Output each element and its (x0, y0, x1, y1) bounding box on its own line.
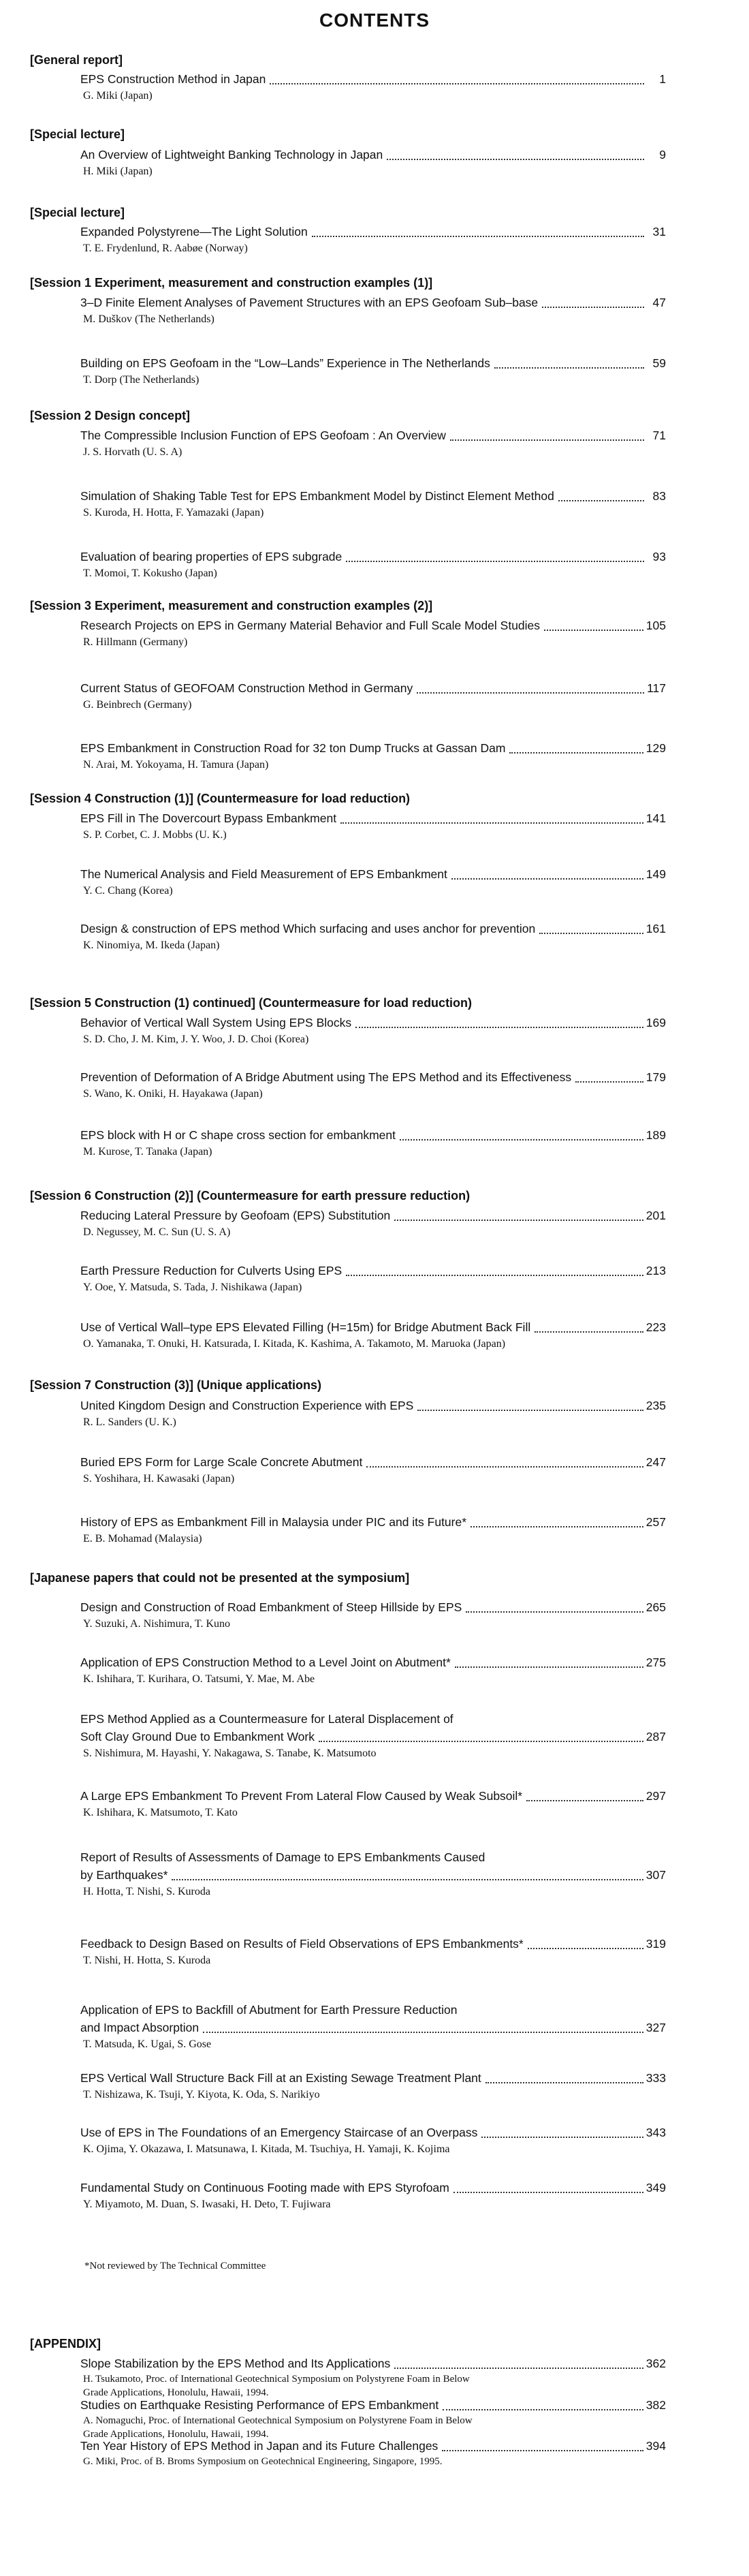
entry-title: Use of EPS in The Foundations of an Emergency Staircase of an Overpass (80, 2126, 478, 2139)
toc-entry[interactable] (80, 1397, 666, 1431)
section-heading: [Special lecture] (30, 206, 125, 219)
entry-title: Current Status of GEOFOAM Construction Method in Germany (80, 681, 413, 695)
entry-authors: S. Wano, K. Oniki, H. Hayakawa (Japan) (83, 1088, 263, 1100)
dot-leader (575, 1081, 643, 1083)
dot-leader (544, 630, 643, 631)
entry-title: United Kingdom Design and Construction Experience with EPS (80, 1399, 414, 1412)
entry-title: EPS block with H or C shape cross section for embankment (80, 1128, 396, 1142)
entry-authors: G. Miki, Proc. of B. Broms Symposium on Geotechnical Engineering, Singapore, 1995. (83, 2456, 443, 2467)
entry-authors: T. Momoi, T. Kokusho (Japan) (83, 568, 217, 579)
footnote: *Not reviewed by The Technical Committee (84, 2261, 266, 2271)
dot-leader (394, 2368, 643, 2369)
toc-entry[interactable] (80, 1513, 666, 1547)
dot-leader (466, 1611, 643, 1613)
entry-title: 3–D Finite Element Analyses of Pavement Structures with an EPS Geofoam Sub–base (80, 296, 539, 309)
page-number: 362 (646, 2357, 666, 2370)
dot-leader (526, 1800, 643, 1801)
entry-authors: J. S. Horvath (U. S. A) (83, 446, 182, 458)
entry-title: EPS Construction Method in Japan (80, 72, 266, 86)
page-number: 319 (646, 1937, 666, 1951)
toc-entry[interactable] (80, 739, 666, 773)
entry-title: EPS Fill in The Dovercourt Bypass Embankment (80, 811, 337, 825)
toc-entry[interactable] (80, 1935, 666, 1969)
toc-entry[interactable] (80, 2001, 666, 2053)
dot-leader (528, 1948, 643, 1949)
dot-leader (417, 1410, 643, 1411)
page-number: 83 (652, 489, 666, 503)
entry-title: Use of Vertical Wall–type EPS Elevated Filling (H=15m) for Bridge Abutment Back Fill (80, 1320, 531, 1334)
entry-authors: E. B. Mohamad (Malaysia) (83, 1533, 202, 1545)
entry-title: Buried EPS Form for Large Scale Concrete Abutment (80, 1455, 363, 1469)
toc-entry[interactable] (80, 1014, 666, 1048)
dot-leader (443, 2409, 643, 2410)
toc-entry[interactable] (80, 920, 666, 954)
toc-entry[interactable] (80, 2069, 666, 2103)
dot-leader (471, 1526, 643, 1527)
toc-entry[interactable] (80, 2396, 666, 2441)
entry-title: Fundamental Study on Continuous Footing made with EPS Styrofoam (80, 2181, 449, 2194)
dot-leader (535, 1331, 643, 1333)
entry-authors: G. Beinbrech (Germany) (83, 699, 192, 711)
entry-title: Soft Clay Ground Due to Embankment Work (80, 1730, 315, 1743)
entry-authors: H. Miki (Japan) (83, 166, 153, 177)
page-number: 265 (646, 1600, 666, 1614)
toc-entry[interactable] (80, 294, 666, 328)
toc-entry[interactable] (80, 1654, 666, 1688)
entry-title: and Impact Absorption (80, 2021, 200, 2034)
page-number: 213 (646, 1264, 666, 1277)
toc-entry[interactable] (80, 354, 666, 388)
entry-authors: Y. Miyamoto, M. Duan, S. Iwasaki, H. Deto, T. Fujiwara (83, 2199, 331, 2210)
entry-title: Studies on Earthquake Resisting Performance of EPS Embankment (80, 2398, 439, 2412)
page-number: 327 (646, 2021, 666, 2034)
page-number: 161 (646, 922, 666, 935)
dot-leader (453, 2192, 643, 2193)
entry-authors: H. Hotta, T. Nishi, S. Kuroda (83, 1886, 210, 1897)
dot-leader (485, 2082, 643, 2083)
page-number: 275 (646, 1656, 666, 1669)
dot-leader (346, 561, 644, 562)
dot-leader (450, 439, 644, 441)
page-number: 149 (646, 867, 666, 881)
entry-authors: T. Nishi, H. Hotta, S. Kuroda (83, 1955, 211, 1966)
entry-authors: R. Hillmann (Germany) (83, 636, 188, 648)
entry-authors: S. D. Cho, J. M. Kim, J. Y. Woo, J. D. Choi (Korea) (83, 1034, 309, 1045)
section-heading: [Session 5 Construction (1) continued] (Countermeasure for load reduction) (30, 996, 473, 1010)
entry-title: History of EPS as Embankment Fill in Malaysia under PIC and its Future* (80, 1515, 467, 1529)
entry-title: The Compressible Inclusion Function of EPS Geofoam : An Overview (80, 429, 446, 442)
dot-leader (558, 500, 644, 501)
page-number: 349 (646, 2181, 666, 2194)
entry-title: Application of EPS Construction Method to a Level Joint on Abutment* (80, 1656, 451, 1669)
entry-authors: R. L. Sanders (U. K.) (83, 1416, 176, 1428)
entry-title: EPS Method Applied as a Countermeasure for Lateral Displacement of (80, 1712, 453, 1726)
entry-authors: M. Duškov (The Netherlands) (83, 313, 214, 325)
dot-leader (451, 878, 643, 880)
page-number: 179 (646, 1070, 666, 1084)
toc-entry[interactable] (80, 1787, 666, 1821)
toc-entry[interactable] (80, 865, 666, 899)
section-heading: [Session 7 Construction (3)] (Unique applications) (30, 1378, 322, 1392)
dot-leader (539, 933, 643, 934)
toc-entry[interactable] (80, 2355, 666, 2400)
toc-entry[interactable] (80, 1710, 666, 1762)
page-number: 223 (646, 1320, 666, 1334)
page-number: 333 (646, 2071, 666, 2085)
page-number: 394 (646, 2439, 666, 2453)
entry-title: Behavior of Vertical Wall System Using EPS Blocks (80, 1016, 352, 1029)
entry-authors: S. Nishimura, M. Hayashi, Y. Nakagawa, S. Tanabe, K. Matsumoto (83, 1748, 377, 1759)
entry-title: Feedback to Design Based on Results of Field Observations of EPS Embankments* (80, 1937, 524, 1951)
section-heading: [APPENDIX] (30, 2337, 101, 2350)
section-heading: [Japanese papers that could not be presented at the symposium] (30, 1571, 410, 1585)
toc-entry[interactable] (80, 146, 666, 180)
page-number: 1 (659, 72, 666, 86)
dot-leader (319, 1741, 643, 1742)
entry-authors: K. Ishihara, K. Matsumoto, T. Kato (83, 1807, 238, 1818)
entry-authors: S. P. Corbet, C. J. Mobbs (U. K.) (83, 829, 227, 841)
toc-entry[interactable] (80, 487, 666, 521)
toc-entry[interactable] (80, 1068, 666, 1102)
page-number: 189 (646, 1128, 666, 1142)
page-number: 382 (646, 2398, 666, 2412)
toc-entry[interactable] (80, 679, 666, 713)
entry-title: Evaluation of bearing properties of EPS subgrade (80, 550, 342, 563)
entry-authors: N. Arai, M. Yokoyama, H. Tamura (Japan) (83, 759, 269, 771)
toc-entry[interactable] (80, 223, 666, 257)
entry-title: Prevention of Deformation of A Bridge Abutment using The EPS Method and its Effectiveness (80, 1070, 572, 1084)
dot-leader (203, 2032, 643, 2033)
dot-leader (542, 307, 644, 308)
section-heading: [Session 2 Design concept] (30, 409, 191, 422)
page-number: 201 (646, 1209, 666, 1222)
entry-title: EPS Embankment in Construction Road for 32 ton Dump Trucks at Gassan Dam (80, 741, 506, 755)
toc-entry[interactable] (80, 1453, 666, 1487)
entry-title: Slope Stabilization by the EPS Method and Its Applications (80, 2357, 391, 2370)
entry-authors: T. Matsuda, K. Ugai, S. Gose (83, 2038, 212, 2050)
entry-title: Reducing Lateral Pressure by Geofoam (EPS) Substitution (80, 1209, 391, 1222)
entry-authors: M. Kurose, T. Tanaka (Japan) (83, 1146, 212, 1158)
entry-authors: T. Dorp (The Netherlands) (83, 374, 200, 386)
page-number: 343 (646, 2126, 666, 2139)
section-heading: [Session 3 Experiment, measurement and construction examples (2)] (30, 599, 433, 612)
entry-authors: T. E. Frydenlund, R. Aabøe (Norway) (83, 243, 248, 254)
dot-leader (172, 1879, 643, 1880)
entry-authors: G. Miki (Japan) (83, 90, 153, 102)
entry-title: Research Projects on EPS in Germany Material Behavior and Full Scale Model Studies (80, 619, 541, 632)
toc-entry[interactable] (80, 426, 666, 461)
entry-title: Ten Year History of EPS Method in Japan and its Future Challenges (80, 2439, 439, 2453)
toc-entry[interactable] (80, 1318, 666, 1352)
entry-title: The Numerical Analysis and Field Measurement of EPS Embankment (80, 867, 447, 881)
dot-leader (442, 2450, 643, 2451)
entry-authors: D. Negussey, M. C. Sun (U. S. A) (83, 1226, 231, 1238)
page-number: 235 (646, 1399, 666, 1412)
page-number: 71 (652, 429, 666, 442)
entry-authors: T. Nishizawa, K. Tsuji, Y. Kiyota, K. Oda, S. Narikiyo (83, 2089, 320, 2100)
page-number: 31 (652, 225, 666, 238)
section-heading: [Special lecture] (30, 127, 125, 141)
entry-authors: K. Ishihara, T. Kurihara, O. Tatsumi, Y. Mae, M. Abe (83, 1673, 315, 1685)
entry-authors: S. Yoshihara, H. Kawasaki (Japan) (83, 1473, 235, 1485)
entry-title: Earth Pressure Reduction for Culverts Using EPS (80, 1264, 342, 1277)
dot-leader (366, 1466, 643, 1468)
entry-title: Design and Construction of Road Embankment of Steep Hillside by EPS (80, 1600, 462, 1614)
toc-entry[interactable] (80, 2124, 666, 2158)
entry-authors: H. Tsukamoto, Proc. of International Geotechnical Symposium on Polystyrene Foam in Below Grade Applications, Honolulu, Hawaii, 1994. (83, 2374, 470, 2398)
entry-title: Application of EPS to Backfill of Abutment for Earth Pressure Reduction (80, 2003, 458, 2017)
page-number: 297 (646, 1789, 666, 1803)
page-number: 247 (646, 1455, 666, 1469)
entry-title: Building on EPS Geofoam in the “Low–Lands” Experience in The Netherlands (80, 356, 490, 370)
toc-entry[interactable] (80, 1598, 666, 1632)
page-number: 169 (646, 1016, 666, 1029)
toc-entry[interactable] (80, 70, 666, 104)
entry-authors: A. Nomaguchi, Proc. of International Geotechnical Symposium on Polystyrene Foam in Below Grade Applications, Honolulu, Hawaii, 1994. (83, 2415, 473, 2440)
page-number: 141 (646, 811, 666, 825)
page-number: 287 (646, 1730, 666, 1743)
toc-entry[interactable] (80, 809, 666, 843)
entry-authors: O. Yamanaka, T. Onuki, H. Katsurada, I. Kitada, K. Kashima, A. Takamoto, M. Maruoka (Japan) (83, 1338, 506, 1350)
entry-title: A Large EPS Embankment To Prevent From Lateral Flow Caused by Weak Subsoil* (80, 1789, 523, 1803)
entry-title: Simulation of Shaking Table Test for EPS Embankment Model by Distinct Element Method (80, 489, 554, 503)
section-heading: [Session 6 Construction (2)] (Countermeasure for earth pressure reduction) (30, 1189, 471, 1202)
entry-title: Report of Results of Assessments of Damage to EPS Embankments Caused (80, 1850, 485, 1864)
toc-entry[interactable] (80, 2437, 666, 2468)
dot-leader (481, 2137, 643, 2138)
page-number: 129 (646, 741, 666, 755)
entry-title: An Overview of Lightweight Banking Technology in Japan (80, 148, 383, 161)
toc-entry[interactable] (80, 548, 666, 582)
toc-entry[interactable] (80, 1262, 666, 1296)
dot-leader (417, 692, 644, 694)
page-number: 93 (652, 550, 666, 563)
section-heading: [Session 1 Experiment, measurement and construction examples (1)] (30, 276, 433, 290)
entry-authors: Y. Ooe, Y. Matsuda, S. Tada, J. Nishikawa (Japan) (83, 1282, 302, 1293)
page-title: CONTENTS (319, 10, 430, 31)
dot-leader (394, 1220, 643, 1221)
page-number: 117 (647, 681, 666, 695)
dot-leader (455, 1666, 643, 1668)
toc-entry[interactable] (80, 1848, 666, 1900)
page-number: 9 (659, 148, 666, 161)
dot-leader (355, 1027, 643, 1028)
dot-leader (270, 83, 644, 84)
entry-title: EPS Vertical Wall Structure Back Fill at an Existing Sewage Treatment Plant (80, 2071, 481, 2085)
entry-authors: Y. C. Chang (Korea) (83, 885, 173, 897)
entry-authors: K. Ojima, Y. Okazawa, I. Matsunawa, I. Kitada, M. Tsuchiya, H. Yamaji, K. Kojima (83, 2143, 450, 2155)
page-number: 105 (646, 619, 666, 632)
dot-leader (509, 752, 643, 754)
toc-entry[interactable] (80, 1126, 666, 1160)
page-number: 257 (646, 1515, 666, 1529)
entry-title: Design & construction of EPS method Which surfacing and uses anchor for prevention (80, 922, 536, 935)
page-number: 59 (652, 356, 666, 370)
toc-entry[interactable] (80, 617, 666, 651)
entry-authors: K. Ninomiya, M. Ikeda (Japan) (83, 940, 220, 951)
dot-leader (312, 236, 644, 237)
page-number: 307 (646, 1868, 666, 1882)
page-number: 47 (652, 296, 666, 309)
entry-title: by Earthquakes* (80, 1868, 168, 1882)
section-heading: [Session 4 Construction (1)] (Countermeasure for load reduction) (30, 792, 411, 805)
dot-leader (340, 822, 643, 824)
toc-entry[interactable] (80, 2179, 666, 2213)
toc-entry[interactable] (80, 1207, 666, 1241)
dot-leader (494, 367, 644, 369)
entry-authors: Y. Suzuki, A. Nishimura, T. Kuno (83, 1618, 231, 1630)
entry-authors: S. Kuroda, H. Hotta, F. Yamazaki (Japan) (83, 507, 264, 518)
dot-leader (346, 1275, 643, 1276)
section-heading: [General report] (30, 53, 123, 67)
entry-title: Expanded Polystyrene—The Light Solution (80, 225, 308, 238)
dot-leader (400, 1139, 643, 1140)
dot-leader (387, 159, 644, 160)
